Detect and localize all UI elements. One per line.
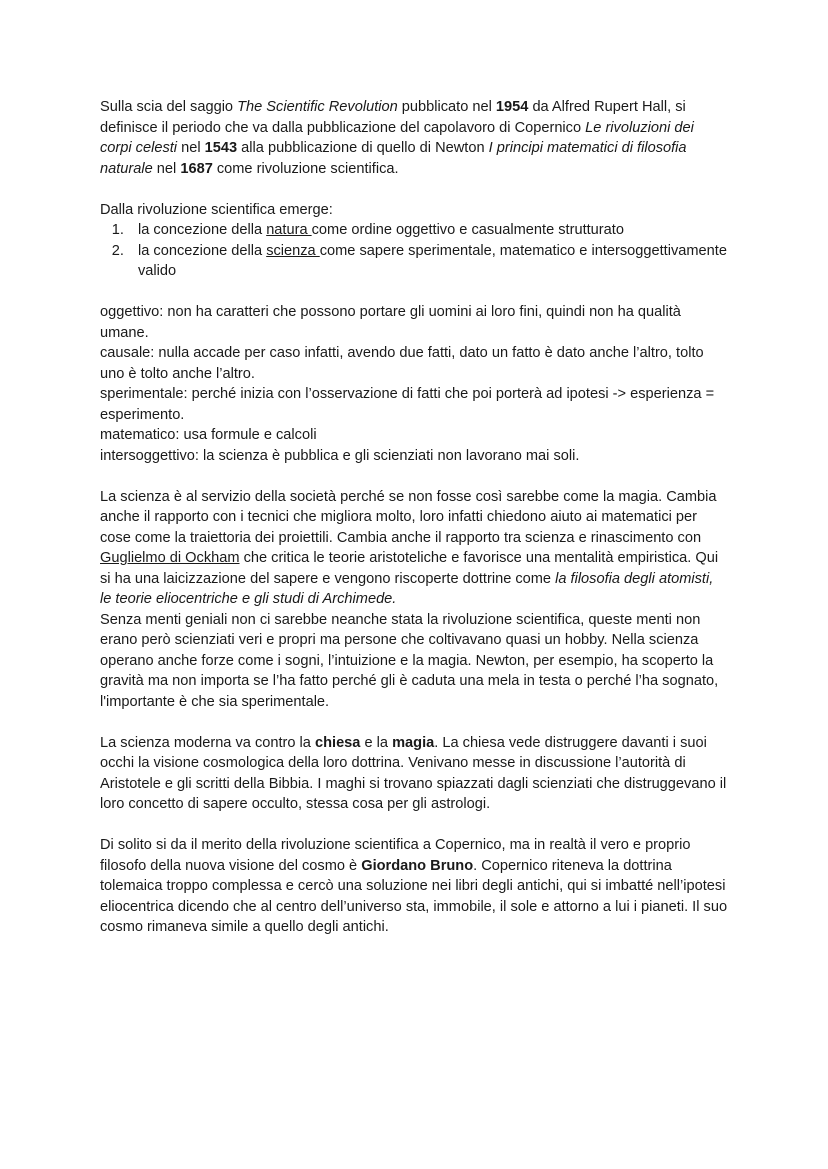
text-block bbox=[100, 487, 728, 610]
text-block: Senza menti geniali non ci sarebbe neanche stata la rivoluzione scientifica, queste menti non erano però scienziati veri e propri ma persone che coltivavano quasi un hobby. Nella scienza operano anche forze come i sogni, l’intuizione e la magia. Newton, per esempio, ha scoperto la gravità ma non importa se l’ha fatto perché gli è caduta una mela in testa o perché l’ha sognato, l'importante è che sia sperimentale. bbox=[100, 611, 719, 710]
numbered-list bbox=[100, 220, 728, 282]
year: 1954 bbox=[495, 99, 529, 115]
text: come rivoluzione scientifica. bbox=[212, 160, 399, 177]
text: La scienza moderna va contro la bbox=[100, 734, 315, 751]
text: Di solito si da il merito della rivoluzione scientifica a Copernico, ma in realtà il vero e proprio filosofo della nuova visione del cosmo è bbox=[100, 837, 691, 874]
text: nel bbox=[177, 140, 205, 156]
definition-line: intersoggettivo: la scienza è pubblica e gli scienziati non lavorano mai soli. bbox=[100, 447, 580, 464]
year: 1543 bbox=[204, 140, 238, 156]
paragraph-copernicus bbox=[100, 835, 728, 938]
book-title: Le rivoluzioni dei corpi celesti bbox=[100, 119, 694, 156]
bold-term: chiesa bbox=[314, 734, 361, 751]
text: pubblicato nel bbox=[397, 99, 496, 115]
underlined-term: scienza bbox=[266, 242, 320, 259]
text: come ordine oggettivo e casualmente strutturato bbox=[311, 222, 624, 238]
bold-name: Giordano Bruno bbox=[361, 857, 474, 874]
paragraph-intro bbox=[100, 97, 728, 179]
definition-line: matematico: usa formule e calcoli bbox=[100, 427, 317, 443]
text: come sapere sperimentale, matematico e intersoggettivamente valido bbox=[138, 242, 727, 279]
text: nel bbox=[152, 160, 181, 177]
list-item bbox=[128, 220, 728, 241]
definition-line: causale: nulla accade per caso infatti, avendo due fatti, dato un fatto è dato anche l’altro, tolto uno è tolto anche l’altro. bbox=[100, 345, 704, 382]
text: e la bbox=[360, 734, 393, 751]
text: . Copernico riteneva la dottrina tolemaica troppo complessa e cercò una soluzione nei libri degli antichi, qui si imbatté nell’ipotesi eliocentrica dicendo che al centro dell’universo sta, immobile, il sole e attorno a lui i pianeti. Il suo cosmo rimaneva simile a quello degli antichi. bbox=[100, 857, 728, 935]
year: 1687 bbox=[180, 160, 213, 177]
bold-term: magia bbox=[392, 734, 435, 751]
underlined-term: natura bbox=[266, 222, 312, 238]
text: alla pubblicazione di quello di Newton bbox=[237, 140, 489, 156]
text: la concezione della bbox=[138, 242, 267, 259]
underlined-name: Guglielmo di Ockham bbox=[100, 550, 240, 566]
definition-line: sperimentale: perché inizia con l’osservazione di fatti che poi porterà ad ipotesi -> esperienza = esperimento. bbox=[100, 386, 715, 423]
text: da Alfred Rupert Hall, si definisce il periodo che va dalla pubblicazione del capolavoro di Copernico bbox=[100, 99, 686, 136]
list-intro: Dalla rivoluzione scientifica emerge: bbox=[100, 201, 333, 218]
book-title: I principi matematici di filosofia naturale bbox=[100, 140, 687, 177]
text: . La chiesa vede distruggere davanti i suoi occhi la visione cosmologica della loro dottrina. Venivano messe in discussione l’autorità di Aristotele e gli scritti della Bibbia. I maghi si trovano spiazzati dagli scienziati che distruggevano il loro concetto di sapere occulto, stessa cosa per gli astrologi. bbox=[100, 734, 727, 812]
text: che critica le teorie aristoteliche e favorisce una mentalità empiristica. Qui si ha una laicizzazione del sapere e vengono riscoperte dottrine come bbox=[100, 550, 719, 587]
definitions-block bbox=[100, 302, 728, 466]
paragraph-church-magic bbox=[100, 733, 728, 815]
italic-text: la filosofia degli atomisti, le teorie eliocentriche e gli studi di Archimede. bbox=[100, 570, 714, 607]
definition-line: oggettivo: non ha caratteri che possono portare gli uomini ai loro fini, quindi non ha qualità umane. bbox=[100, 304, 681, 341]
list-item bbox=[128, 241, 728, 282]
book-title: The Scientific Revolution bbox=[237, 99, 398, 115]
paragraph-society bbox=[100, 487, 728, 713]
text: Sulla scia del saggio bbox=[100, 99, 238, 115]
text: la concezione della bbox=[138, 222, 267, 238]
text: La scienza è al servizio della società perché se non fosse così sarebbe come la magia. Cambia anche il rapporto con i tecnici che migliora molto, loro infatti chiedono aiuto ai matematici per cose come la traiettoria dei proiettili. Cambia anche il rapporto tra scienza e rinascimento con bbox=[100, 488, 717, 546]
